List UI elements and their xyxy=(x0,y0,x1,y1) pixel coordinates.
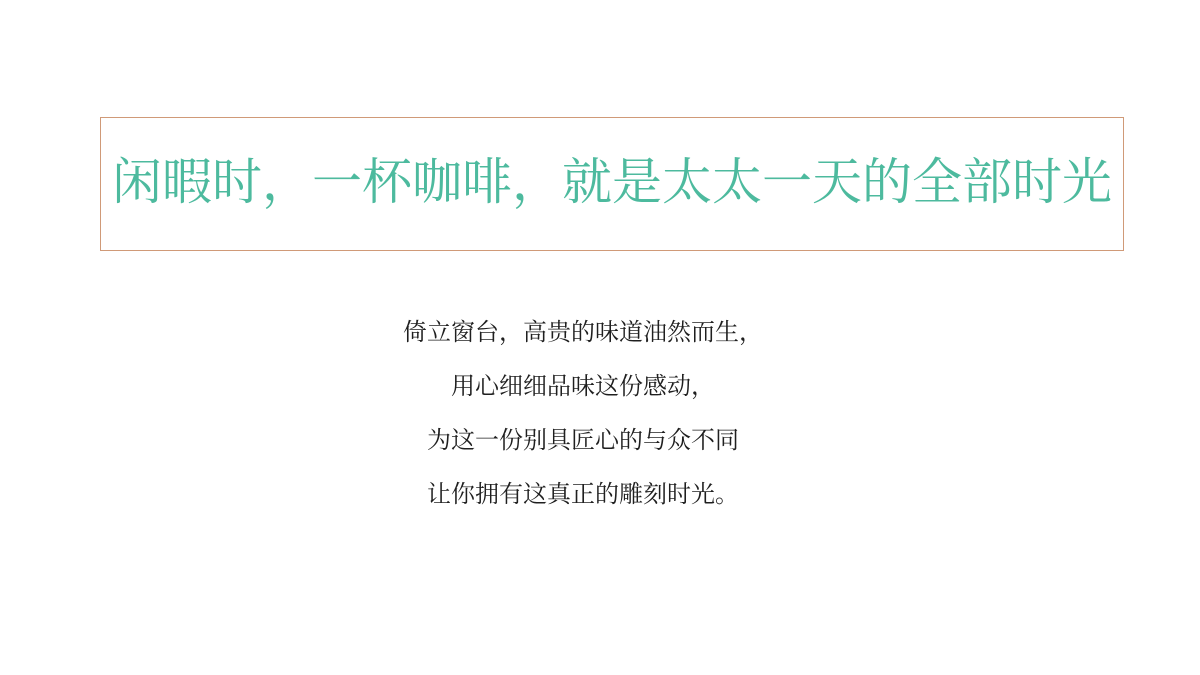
body-line-1: 倚立窗台，高贵的味道油然而生， xyxy=(403,320,763,346)
body-text-block xyxy=(0,306,1166,522)
title-box xyxy=(100,117,1124,251)
slide-title: 闲暇时，一杯咖啡，就是太太一天的全部时光 xyxy=(112,154,1112,210)
body-line-3: 为这一份别具匠心的与众不同 xyxy=(427,428,739,454)
body-line-4: 让你拥有这真正的雕刻时光。 xyxy=(427,482,739,508)
body-line-2: 用心细细品味这份感动， xyxy=(451,374,715,400)
